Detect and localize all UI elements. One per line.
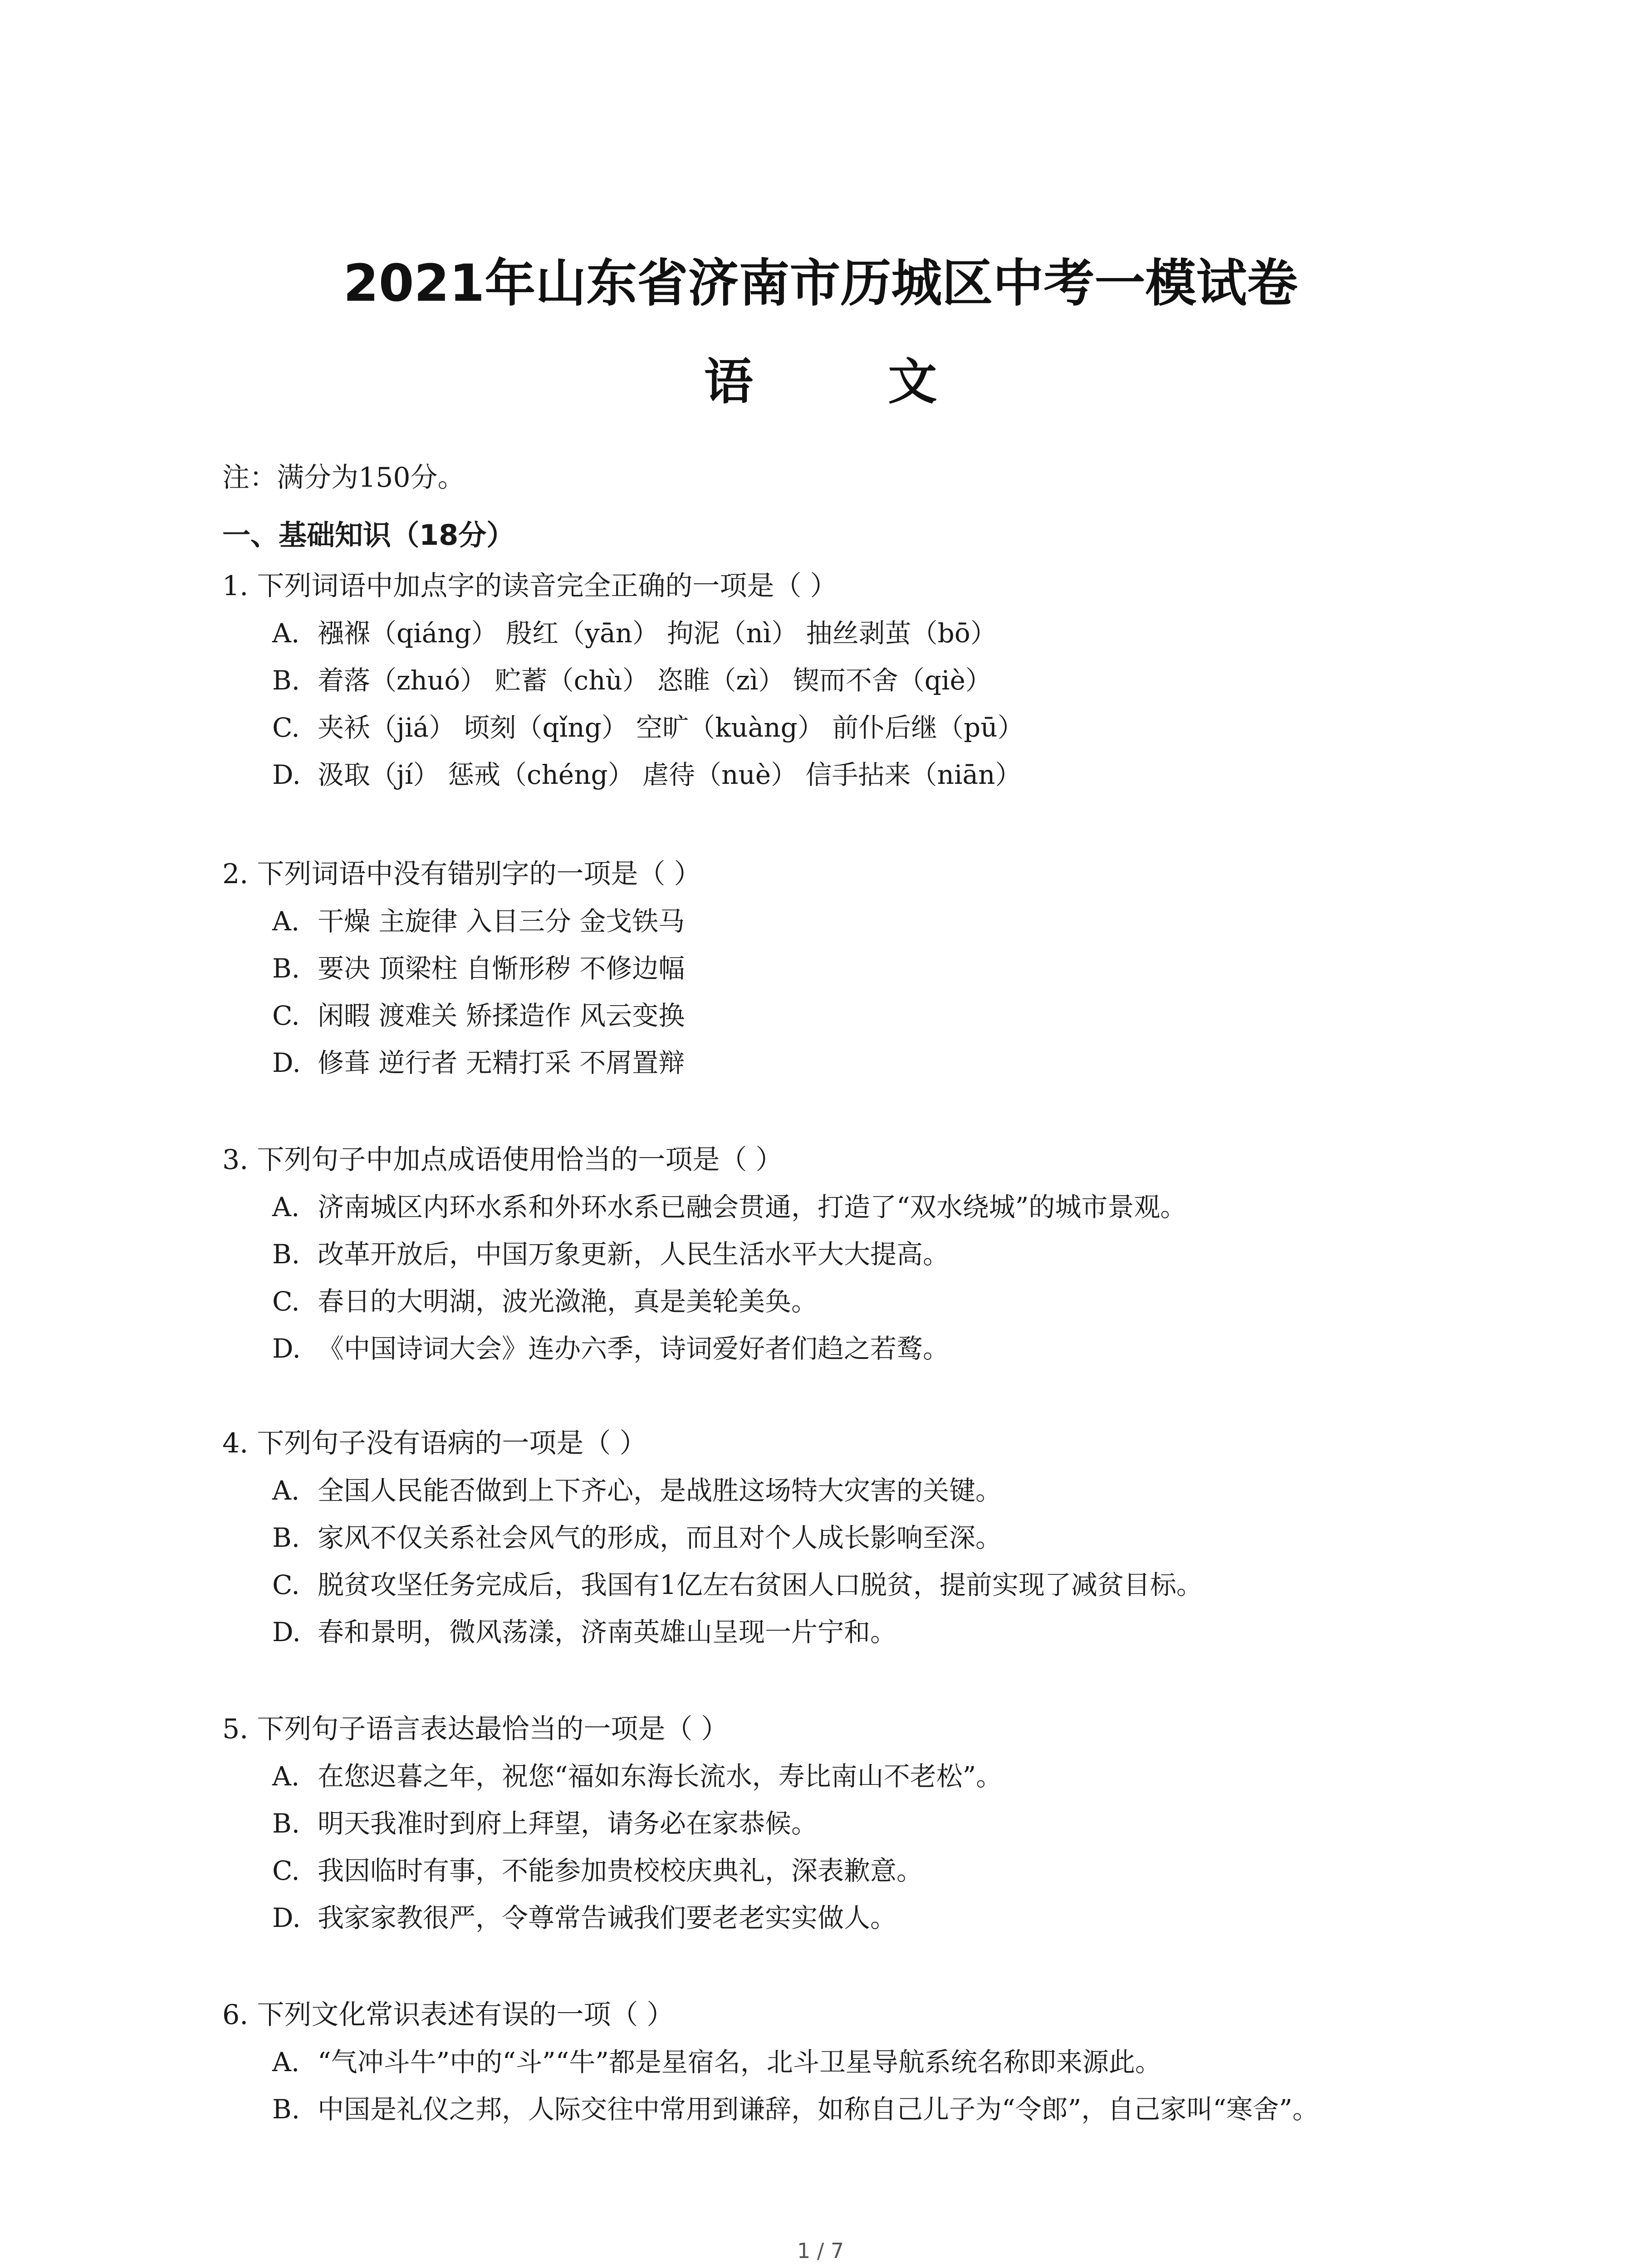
option-text: 中国是礼仪之邦，人际交往中常用到谦辞，如称自己儿子为“令郎”，自己家叫“寒舍”。 — [318, 2094, 1319, 2125]
option-text: 春和景明，微风荡漾，济南英雄山呈现一片宁和。 — [318, 1617, 897, 1647]
option-d — [222, 1039, 1447, 1086]
option-b — [222, 2086, 1438, 2133]
question-stem: 4. 下列句子没有语病的一项是（ ） — [222, 1427, 647, 1459]
question-3 — [222, 1136, 1447, 1372]
question-6 — [222, 1991, 1447, 2133]
option-label: D. — [272, 1047, 301, 1078]
option-text: “气冲斗牛”中的“斗”“牛”都是星宿名，北斗卫星导航系统名称即来源此。 — [318, 2047, 1161, 2077]
option-text: 要决 顶梁柱 自惭形秽 不修边幅 — [318, 953, 685, 984]
question-4 — [222, 1420, 1447, 1656]
option-label: A. — [272, 1761, 300, 1792]
option-label: B. — [272, 665, 300, 696]
option-c — [222, 1561, 1447, 1608]
subject-title: 语 文 — [704, 354, 996, 411]
option-label: D. — [272, 1902, 301, 1933]
option-label: C. — [272, 1000, 300, 1031]
option-c — [222, 1847, 1447, 1894]
option-b — [222, 1800, 1447, 1847]
option-b — [222, 945, 1447, 992]
option-c — [222, 704, 1447, 751]
question-5 — [222, 1706, 1447, 1941]
option-c — [222, 992, 1447, 1039]
option-d — [222, 1325, 1447, 1372]
option-text: 我因临时有事，不能参加贵校校庆典礼，深表歉意。 — [318, 1855, 923, 1886]
option-text: 闲暇 渡难关 矫揉造作 风云变换 — [318, 1000, 685, 1031]
option-text: 在您迟暮之年，祝您“福如东海长流水，寿比南山不老松”。 — [318, 1761, 1003, 1792]
option-d — [222, 1608, 1447, 1656]
option-label: B. — [272, 1522, 300, 1553]
option-text: 《中国诗词大会》连办六季，诗词爱好者们趋之若鹜。 — [318, 1333, 950, 1364]
question-stem: 3. 下列句子中加点成语使用恰当的一项是（ ） — [222, 1144, 783, 1176]
option-text: 我家家教很严，令尊常告诫我们要老老实实做人。 — [318, 1902, 897, 1933]
option-d — [222, 751, 1447, 798]
option-label: C. — [272, 1569, 300, 1600]
option-text: 夹袄（jiá） 顷刻（qǐng） 空旷（kuàng） 前仆后继（pū） — [318, 712, 1024, 743]
option-text: 着落（zhuó） 贮蓄（chù） 恣睢（zì） 锲而不舍（qiè） — [318, 665, 992, 696]
option-label: A. — [272, 1475, 300, 1506]
option-label: A. — [272, 1192, 300, 1222]
option-label: C. — [272, 712, 300, 743]
option-text: 家风不仅关系社会风气的形成，而且对个人成长影响至深。 — [318, 1522, 1002, 1553]
option-text: 明天我准时到府上拜望，请务必在家恭候。 — [318, 1808, 818, 1839]
option-text: 脱贫攻坚任务完成后，我国有1亿左右贫困人口脱贫，提前实现了减贫目标。 — [318, 1569, 1203, 1600]
option-text: 修葺 逆行者 无精打采 不屑置辩 — [318, 1047, 685, 1078]
option-b — [222, 657, 1447, 704]
option-label: A. — [272, 906, 300, 937]
option-label: D. — [272, 1617, 301, 1647]
option-text: 改革开放后，中国万象更新，人民生活水平大大提高。 — [318, 1239, 950, 1270]
option-label: A. — [272, 2047, 300, 2077]
option-d — [222, 1894, 1447, 1941]
option-text: 汲取（jí） 惩戒（chéng） 虐待（nuè） 信手拈来（niān） — [318, 759, 1022, 790]
option-label: D. — [272, 1333, 301, 1364]
option-a — [222, 898, 1447, 945]
option-label: B. — [272, 953, 300, 984]
option-a — [222, 1753, 1447, 1800]
option-label: A. — [272, 618, 300, 649]
option-c — [222, 1278, 1447, 1325]
question-stem: 1. 下列词语中加点字的读音完全正确的一项是（ ） — [222, 570, 838, 602]
option-text: 春日的大明湖，波光潋滟，真是美轮美奂。 — [318, 1286, 818, 1317]
option-a — [222, 1467, 1447, 1514]
option-label: D. — [272, 759, 301, 790]
option-label: B. — [272, 1239, 300, 1270]
option-b — [222, 1514, 1447, 1561]
question-stem: 6. 下列文化常识表述有误的一项（ ） — [222, 1999, 674, 2031]
section-heading: 一、基础知识（18分） — [222, 518, 515, 552]
option-label: C. — [272, 1855, 300, 1886]
question-stem: 5. 下列句子语言表达最恰当的一项是（ ） — [222, 1713, 729, 1745]
question-stem: 2. 下列词语中没有错别字的一项是（ ） — [222, 858, 701, 890]
option-text: 济南城区内环水系和外环水系已融会贯通，打造了“双水绕城”的城市景观。 — [318, 1192, 1187, 1222]
question-1 — [222, 562, 1447, 798]
score-note: 注：满分为150分。 — [222, 462, 465, 494]
option-label: B. — [272, 1808, 300, 1839]
option-text: 全国人民能否做到上下齐心，是战胜这场特大灾害的关键。 — [318, 1475, 1002, 1506]
option-label: C. — [272, 1286, 300, 1317]
option-text: 干燥 主旋律 入目三分 金戈铁马 — [318, 906, 685, 937]
option-a — [222, 1183, 1447, 1231]
option-label: B. — [272, 2094, 300, 2125]
option-text: 襁褓（qiáng） 殷红（yān） 拘泥（nì） 抽丝剥茧（bō） — [318, 618, 997, 649]
question-2 — [222, 850, 1447, 1086]
exam-title: 2021年山东省济南市历城区中考一模试卷 — [343, 254, 1298, 313]
page-number: 1 / 7 — [797, 2239, 844, 2263]
option-b — [222, 1231, 1447, 1278]
option-a — [222, 2038, 1447, 2086]
option-a — [222, 610, 1447, 657]
